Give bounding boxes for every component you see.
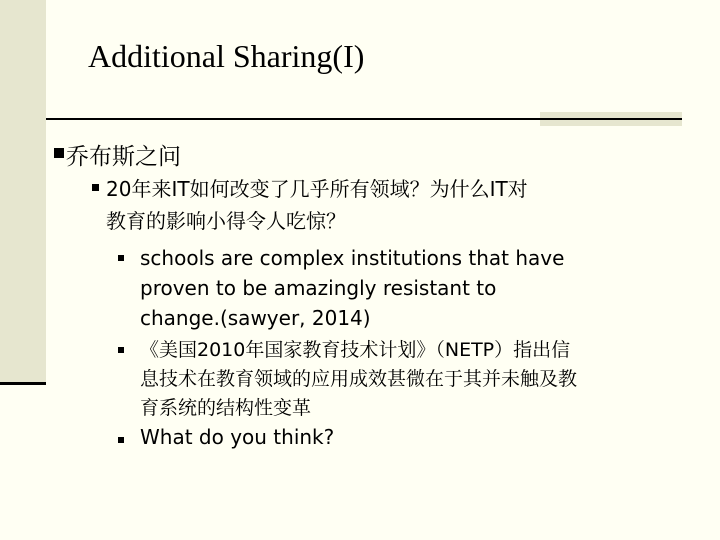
left-accent-underline — [0, 382, 46, 385]
bullet-level1-text: 乔布斯之问 — [66, 144, 181, 170]
bullet-square-icon — [118, 347, 124, 353]
title-divider — [46, 118, 540, 120]
bullet-level3-text — [140, 336, 577, 423]
text-line: 《美国2010年国家教育技术计划》（NETP）指出信 — [140, 339, 571, 361]
text-line: 育系统的结构性变革 — [140, 397, 312, 419]
text-line: change.(sawyer, 2014) — [140, 306, 371, 330]
left-accent-bar — [0, 0, 46, 382]
bullet-square-icon — [54, 148, 64, 158]
text-line: schools are complex institutions that have — [140, 246, 565, 270]
text-line: 息技术在教育领域的应用成效甚微在于其并未触及教 — [140, 368, 578, 390]
title-divider-accent-line — [540, 118, 682, 120]
text-line: 教育的影响小得令人吃惊？ — [106, 209, 346, 233]
bullet-square-icon — [118, 255, 124, 261]
bullet-level2-text — [106, 173, 528, 237]
text-line: What do you think? — [140, 425, 335, 449]
bullet-square-icon — [92, 184, 99, 191]
bullet-square-icon — [118, 437, 124, 443]
text-line: proven to be amazingly resistant to — [140, 276, 497, 300]
slide-title: Additional Sharing(I) — [88, 38, 365, 74]
text-line: 20年来IT如何改变了几乎所有领域？为什么IT对 — [106, 177, 528, 201]
bullet-level3-text — [140, 425, 334, 449]
bullet-level3-text — [140, 243, 564, 333]
